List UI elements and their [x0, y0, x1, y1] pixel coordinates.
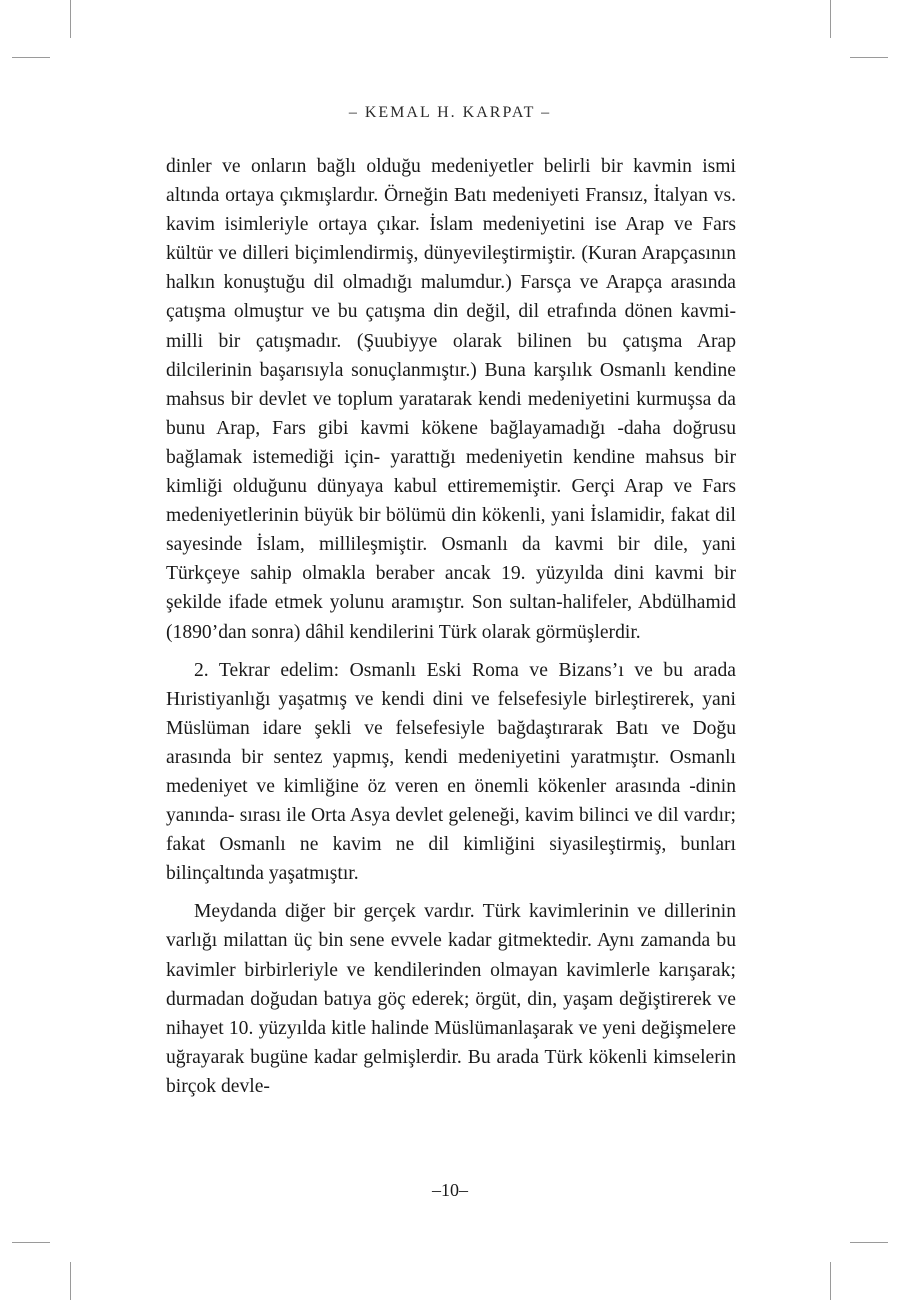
crop-mark-left-top	[12, 57, 50, 58]
crop-mark-right-bottom	[850, 1242, 888, 1243]
page-number: –10–	[432, 1180, 468, 1200]
crop-mark-left-bottom	[12, 1242, 50, 1243]
crop-mark-bottom-left	[70, 1262, 71, 1300]
body-text	[166, 152, 736, 1101]
crop-mark-bottom-right	[830, 1262, 831, 1300]
paragraph-3: Meydanda diğer bir gerçek vardır. Türk kavimlerinin ve dillerinin varlığı milattan üç bin sene evvele kadar gitmektedir. Aynı zamanda bu kavimler birbirleriyle ve kendilerinden olmayan kavimlerle karışarak; durmadan doğudan batıya göç ederek; örgüt, din, yaşam değiştirerek ve nihayet 10. yüzyılda kitle halinde Müslümanlaşarak ve yeni değişmelere uğrayarak bugüne kadar gelmişlerdir. Bu arada Türk kökenli kimselerin birçok devle-	[166, 901, 736, 1097]
crop-mark-top-left	[70, 0, 71, 38]
paragraph-2: 2. Tekrar edelim: Osmanlı Eski Roma ve Bizans’ı ve bu arada Hıristiyanlığı yaşatmış ve kendi dini ve felsefesiyle birleştirerek, yani Müslüman idare şekli ve felsefesiyle bağdaştırarak Batı ve Doğu arasında bir sentez yapmış, kendi medeniyetini yaratmıştır. Osmanlı medeniyet ve kimliğine öz veren en önemli kökenler arasında -dinin yanında- sırası ile Orta Asya devlet geleneği, kavim bilinci ve dil vardır; fakat Osmanlı ne kavim ne dil kimliğini siyasileştirmiş, bunları bilinçaltında yaşatmıştır.	[166, 659, 736, 885]
paragraph-1: dinler ve onların bağlı olduğu medeniyetler belirli bir kavmin ismi altında ortaya çıkmışlardır. Örneğin Batı medeniyeti Fransız, İtalyan vs. kavim isimleriyle ortaya çıkar. İslam medeniyetini ise Arap ve Fars kültür ve dilleri biçimlendirmiş, dünyevileştirmiştir. (Kuran Arapçasının halkın konuştuğu dil olmadığı malumdur.) Farsça ve Arapça arasında çatışma olmuştur ve bu çatışma din değil, dil etrafında dönen kavmi-milli bir çatışmadır. (Şuubiyye olarak bilinen bu çatışma Arap dilcilerinin başarısıyla sonuçlanmıştır.) Buna karşılık Osmanlı kendine mahsus bir devlet ve toplum yaratarak kendi medeniyetini kurmuşsa da bunu Arap, Fars gibi kavmi kökene bağlayamadığı -daha doğrusu bağlamak istemediği için- yarattığı medeniyetin kendine mahsus bir kimliği olduğunu dünyaya kabul ettirememiştir. Gerçi Arap ve Fars medeniyetlerinin büyük bir bölümü din kökenli, yani İslamidir, fakat dil sayesinde İslam, millileşmiştir. Osmanlı da kavmi bir dile, yani Türkçeye sahip olmakla beraber ancak 19. yüzyılda dini kavmi bir şekilde ifade etmek yolunu aramıştır. Son sultan-halifeler, Abdülhamid (1890’dan sonra) dâhil kendilerini Türk olarak görmüşlerdir.	[166, 156, 736, 643]
crop-mark-top-right	[830, 0, 831, 38]
running-head: – KEMAL H. KARPAT –	[348, 104, 552, 121]
crop-mark-right-top	[850, 57, 888, 58]
